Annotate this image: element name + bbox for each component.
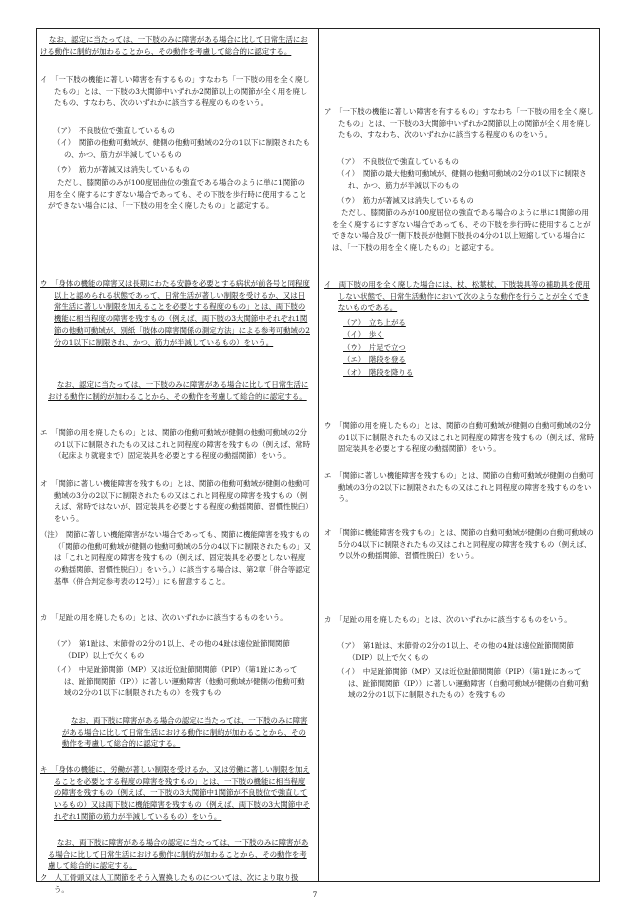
left-note-chu: （注） 関節に著しい機能障害がない場合であっても、関節に機能障害を残すもの（「関節の他動可動域が健側の他動可動域の5分の4以下に制限されたもの」又は「これと同程度の障害を残すもの（例えば、固定装具を必要としない程度の動揺関節、習慣性脱臼）」をいう。）に該当する場合は、第2章「併合等認定基準（併合判定参考表の12号）」にも留意すること。 [40, 530, 311, 586]
left-ka-a: （ア） 第1趾は、末節骨の2分の1以上、その他の4趾は遠位趾節間関節（DIP）以上で欠くもの [53, 639, 290, 660]
right-note-p5: ただし、膝関節のみが100度屈位の強直である場合のように単に1関節の用を全く廃するにすぎない場合であっても、その下肢を歩行時に使用することができない場合及び一側下肢長が他側下肢長の4分の1以上短縮している場合には、「一下肢の用を全く廃したもの」と認定する。 [332, 208, 591, 253]
right-item-a: ア 「一下肢の機能に著しい障害を有するもの」すなわち「一下肢の用を全く廃したもの」とは、一下肢の3大関節中いずれか2関節以上の関節が全く用を廃したもの、すなわち、次のいずれかに該当する程度のものをいう。 [324, 107, 594, 140]
right-sub-u: （ウ） 筋力が著減又は消失しているもの [337, 196, 474, 205]
right-sub-a: （ア） 不良肢位で強直しているもの [337, 157, 459, 166]
right-ka-i: （イ） 中足趾節関節（MP）又は近位趾節間関節（PIP）（第1趾にあっては、趾節間関節（IP））に著しい運動障害（自動可動域が健側の自動可動域の2分の1以下に制限されたもの）を残すもの [337, 667, 589, 700]
left-item-o: オ 「関節に著しい機能障害を残すもの」とは、関節の他動可動域が健側の他動可動域の3分の2以下に制限されたもの又はこれと同程度の障害を残すもの（例えば、常時ではないが、固定装具を必要とする程度の動揺関節、習慣性脱臼）をいう。 [40, 479, 310, 524]
right-action-2: （イ） 歩く [343, 330, 384, 339]
left-item-ki: キ 「身体の機能に、労働が著しい制限を受けるか、又は労働に著しい制限を加えることを必要とする程度の障害を残すもの」とは、一下肢の機能に相当程度の障害を残すもの（例えば、一下肢の3大関節中1関節が不良肢位で強直しているもの）又は両下肢に機能障害を残すもの（例えば、両下肢の3大関節中それぞれ1関節の筋力が半減しているもの）をいう。 [40, 765, 310, 821]
page-number: 7 [312, 890, 318, 899]
right-sub-i: （イ） 関節の最大他動可動域が、健側の他動可動域の2分の1以下に制限され、かつ、筋力が半減以下のもの [337, 169, 587, 190]
right-action-5: （オ） 階段を降りる [343, 368, 414, 377]
left-sub-a: （ア） 不良肢位で強直しているもの [53, 126, 175, 135]
left-item-i: イ 「一下肢の機能に著しい障害を有するもの」すなわち「一下肢の用を全く廃したもの」とは、一下肢の3大関節中いずれか2関節以上の関節が全く用を廃したもの、すなわち、次のいずれかに該当する程度のものをいう。 [40, 75, 310, 108]
left-sub-i: （イ） 関節の他動可動域が、健側の他動可動域の2分の1以下に制限されたもの、かつ、筋力が半減しているもの [53, 138, 310, 159]
left-note-p17: なお、両下肢に障害がある場合の認定に当たっては、一下肢のみに障害がある場合に比して日常生活における動作に制約が加わることから、その動作を考慮して総合的に認定する。 [48, 838, 309, 871]
left-note-p8: なお、認定に当たっては、一下肢のみに障害がある場合に比して日常生活における動作に制約が加わることから、その動作を考慮して総合的に認定する。 [48, 380, 309, 401]
left-sub-u: （ウ） 筋力が著減又は消失しているもの [53, 165, 190, 174]
left-item-e: エ 「関節の用を廃したもの」とは、関節の他動可動域が健側の他動可動域の2分の1以下に制限されたもの又はこれと同程度の障害を残すもの（例えば、常時（起床より就寝まで）固定装具を必要とする程度の動揺関節）をいう。 [40, 428, 310, 461]
left-note-p1: なお、認定に当たっては、一下肢のみに障害がある場合に比して日常生活における動作に制約が加わることから、その動作を考慮して総合的に認定する。 [40, 35, 308, 56]
left-item-ku: ク 人工骨頭又は人工関節をそう入置換したものについては、次により取り扱う。 [40, 873, 299, 894]
right-action-1: （ア） 立ち上がる [343, 318, 406, 327]
right-item-ka: カ 「足趾の用を廃したもの」とは、次のいずれかに該当するものをいう。 [324, 615, 572, 624]
right-item-o: オ 「関節に機能障害を残すもの」とは、関節の自動可動域が健側の自動可動域の5分の4以下に制限されたもの又はこれと同程度の障害を残すもの（例えば、ウ以外の動揺関節、習慣性脱臼）をいう。 [324, 528, 594, 561]
left-note-p6: ただし、膝関節のみが100度屈曲位の強直である場合のように単に1関節の用を全く廃するにすぎない場合であっても、その下肢を歩行時に使用することができない場合には、「一下肢の用を全く廃したもの」と認定する。 [48, 178, 307, 211]
left-note-p15: なお、両下肢に障害がある場合の認定に当たっては、一下肢のみに障害がある場合に比して日常生活における動作に制約が加わることから、その動作を考慮して総合的に認定する。 [62, 716, 308, 749]
right-action-4: （エ） 階段を登る [343, 355, 406, 364]
left-item-ka: カ 「足趾の用を廃したもの」とは、次のいずれかに該当するものをいう。 [40, 613, 288, 622]
right-item-u: ウ 「関節の用を廃したもの」とは、関節の自動可動域が健側の自動可動域の2分の1以下に制限されたもの又はこれと同程度の障害を残すもの（例えば、常時固定装具を必要とする程度の動揺関節）をいう。 [324, 421, 594, 454]
right-action-3: （ウ） 片足で立つ [343, 343, 406, 352]
column-divider [318, 28, 319, 882]
left-item-u: ウ 「身体の機能の障害又は長期にわたる安静を必要とする病状が前各号と同程度以上と認められる状態であって、日常生活が著しい制限を受けるか、又は日常生活に著しい制限を加えることを必要とする程度のもの」とは、両下肢の機能に相当程度の障害を残すもの（例えば、両下肢の3大関節中それぞれ1関節の他動可動域が、別紙「肢体の障害関係の測定方法」による参考可動域の2分の1以下に制限され、かつ、筋力が半減しているもの）をいう。 [40, 279, 310, 347]
right-item-i: イ 両下肢の用を全く廃した場合には、杖、松葉杖、下肢装具等の補助具を使用しない状態で、日常生活動作において次のような動作を行うことが全くできないものである。 [324, 280, 591, 313]
right-ka-a: （ア） 第1趾は、末節骨の2分の1以上、その他の4趾は遠位趾節間関節（DIP）以上で欠くもの [337, 641, 574, 662]
right-item-e: エ 「関節に著しい機能障害を残すもの」とは、関節の自動可動域が健側の自動可動域の3分の2以下に制限されたもの又はこれと同程度の障害を残すものをいう。 [324, 471, 594, 504]
left-ka-i: （イ） 中足趾節関節（MP）又は近位趾節間関節（PIP）（第1趾にあっては、趾節間関節（IP））に著しい運動障害（他動可動域が健側の他動可動域の2分の1以下に制限されたもの）を残すもの [53, 665, 305, 698]
